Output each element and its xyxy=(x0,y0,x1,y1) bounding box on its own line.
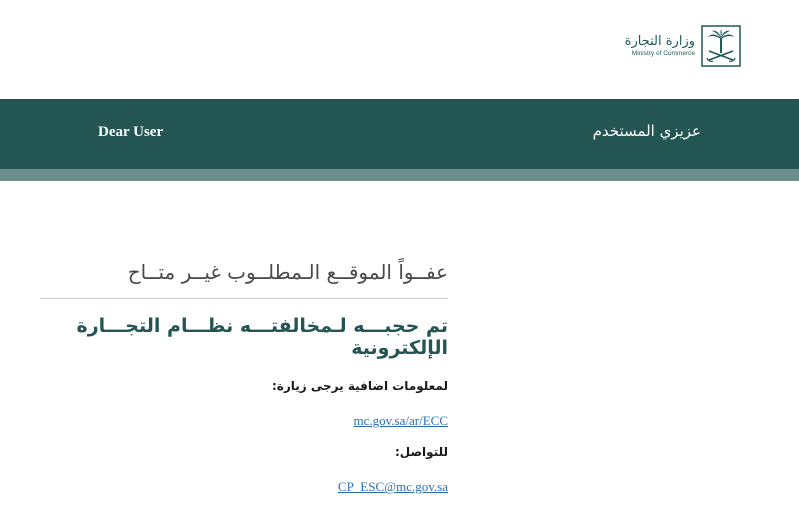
blocked-message xyxy=(40,260,448,495)
greeting-arabic: عزيزي المستخدم xyxy=(592,122,701,140)
page-title: عفــواً الموقــع الـمطلــوب غيــر متــاح xyxy=(40,260,448,299)
more-info-label: لمعلومات اضافية يرجى زيارة: xyxy=(272,379,448,393)
contact-email-link[interactable]: CP_ESC@mc.gov.sa xyxy=(337,479,448,494)
palm-and-swords-emblem-icon xyxy=(701,25,741,67)
greeting-english: Dear User xyxy=(98,124,164,140)
block-reason: تم حجبـــه لـمخالفتـــه نظـــام التجـــارة الإلكترونية xyxy=(76,315,448,359)
logo-arabic-name: وزارة التجارة xyxy=(624,33,695,49)
ministry-logo[interactable] xyxy=(611,24,741,68)
logo-text xyxy=(625,35,695,58)
banner-accent-strip xyxy=(0,169,799,181)
logo-english-name: Ministry of Commerce xyxy=(631,49,695,57)
more-info-link[interactable]: mc.gov.sa/ar/ECC xyxy=(353,413,448,428)
contact-label: للتواصل: xyxy=(394,445,448,459)
page-header xyxy=(0,0,799,99)
